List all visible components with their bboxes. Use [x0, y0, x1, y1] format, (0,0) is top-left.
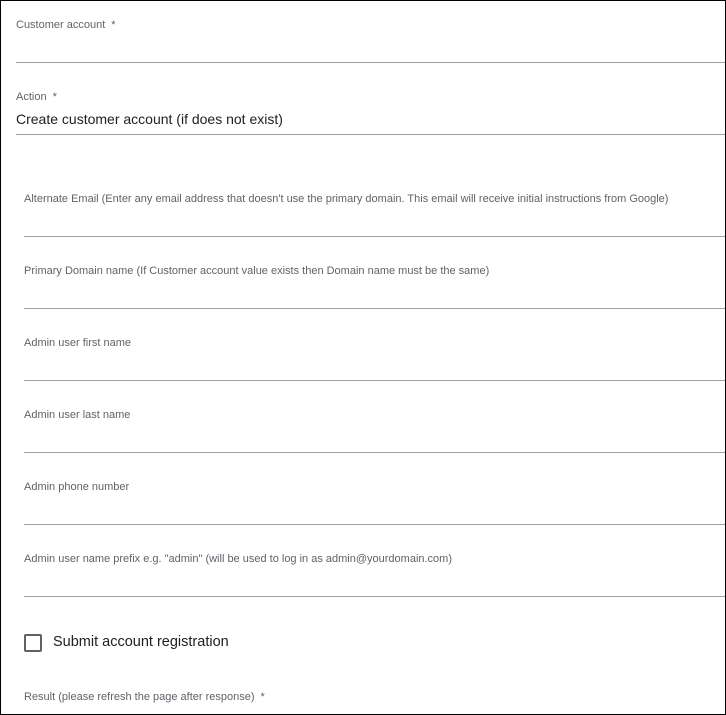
- customer-account-field: [16, 19, 725, 64]
- admin-phone-label: Admin phone number: [24, 481, 130, 493]
- admin-last-name-underline: [24, 452, 725, 453]
- submit-registration-label[interactable]: Submit account registration: [53, 634, 229, 650]
- admin-phone-input[interactable]: [24, 500, 725, 524]
- alternate-email-underline: [24, 236, 725, 237]
- admin-last-name-label: Admin user last name: [24, 409, 131, 421]
- admin-last-name-field: [24, 409, 725, 454]
- admin-phone-field: [24, 481, 725, 526]
- primary-domain-underline: [24, 308, 725, 309]
- result-label: Result (please refresh the page after response) *: [24, 691, 265, 703]
- action-field[interactable]: [16, 91, 725, 136]
- alternate-email-input[interactable]: [24, 212, 725, 236]
- alternate-email-label: Alternate Email (Enter any email address that doesn't use the primary domain. This email will receive initial instructions from Google): [24, 193, 669, 205]
- admin-prefix-label: Admin user name prefix e.g. "admin" (will be used to log in as admin@yourdomain.com): [24, 553, 453, 565]
- admin-first-name-underline: [24, 380, 725, 381]
- customer-account-input[interactable]: [16, 39, 725, 63]
- admin-first-name-label: Admin user first name: [24, 337, 131, 349]
- action-underline: [16, 134, 725, 135]
- submit-registration-checkbox[interactable]: [24, 634, 42, 652]
- admin-prefix-input[interactable]: [24, 572, 725, 596]
- admin-prefix-underline: [24, 596, 725, 597]
- action-select-value[interactable]: Create customer account (if does not exist): [16, 111, 283, 127]
- admin-first-name-field: [24, 337, 725, 382]
- action-label: Action *: [16, 91, 57, 103]
- primary-domain-label: Primary Domain name (If Customer account value exists then Domain name must be the same): [24, 265, 490, 277]
- primary-domain-input[interactable]: [24, 284, 725, 308]
- admin-first-name-input[interactable]: [24, 356, 725, 380]
- customer-account-label: Customer account *: [16, 19, 116, 31]
- alternate-email-field: [24, 193, 725, 238]
- admin-last-name-input[interactable]: [24, 428, 725, 452]
- customer-account-underline: [16, 62, 725, 63]
- result-field: [24, 691, 725, 715]
- admin-phone-underline: [24, 524, 725, 525]
- admin-prefix-field: [24, 553, 725, 598]
- primary-domain-field: [24, 265, 725, 310]
